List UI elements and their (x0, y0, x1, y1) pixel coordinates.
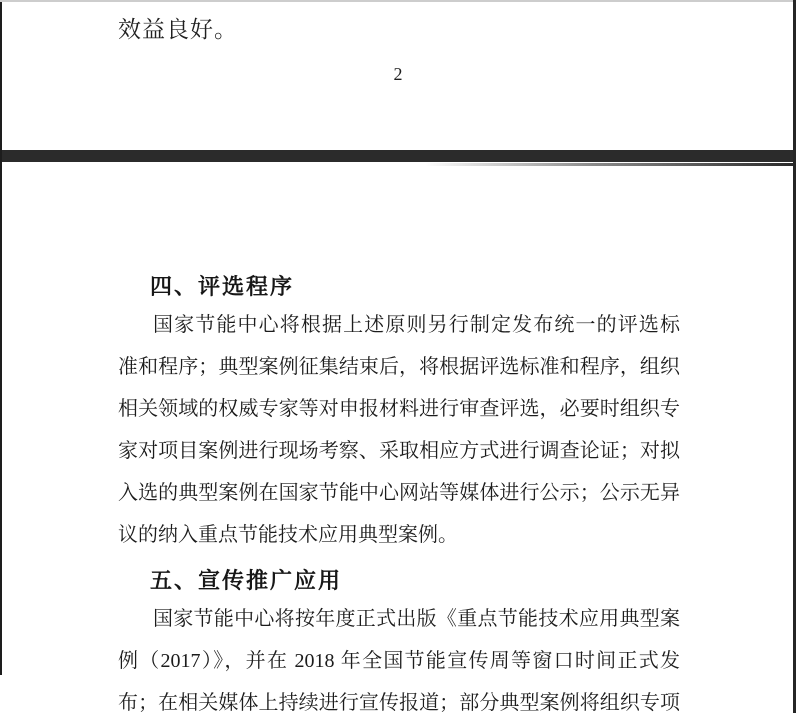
body-line: 家对项目案例进行现场考察、采取相应方式进行调查论证；对拟 (118, 440, 680, 462)
body-line: 例（2017）》，并在 2018 年全国节能宣传周等窗口时间正式发 (118, 650, 680, 672)
body-line: 议的纳入重点节能技术应用典型案例。 (118, 524, 458, 546)
section-heading-5: 五、宣传推广应用 (150, 568, 343, 593)
body-line: 入选的典型案例在国家节能中心网站等媒体进行公示；公示无异 (118, 482, 680, 504)
page-edge-shadow (425, 163, 796, 166)
top-hairline (0, 0, 796, 2)
scan-left-edge (0, 2, 2, 675)
section-heading-4: 四、评选程序 (150, 274, 295, 299)
page-number: 2 (393, 64, 403, 84)
body-line: 国家节能中心将根据上述原则另行制定发布统一的评选标 (153, 314, 680, 336)
body-line: 布；在相关媒体上持续进行宣传报道；部分典型案例将组织专项 (118, 692, 680, 713)
body-line: 相关领域的权威专家等对申报材料进行审查评选，必要时组织专 (118, 398, 680, 420)
body-line: 准和程序；典型案例征集结束后，将根据评选标准和程序，组织 (118, 356, 680, 378)
page-separator-band (0, 150, 796, 162)
body-line: 国家节能中心将按年度正式出版《重点节能技术应用典型案 (153, 608, 680, 630)
prev-page-last-line: 效益良好。 (118, 17, 238, 42)
